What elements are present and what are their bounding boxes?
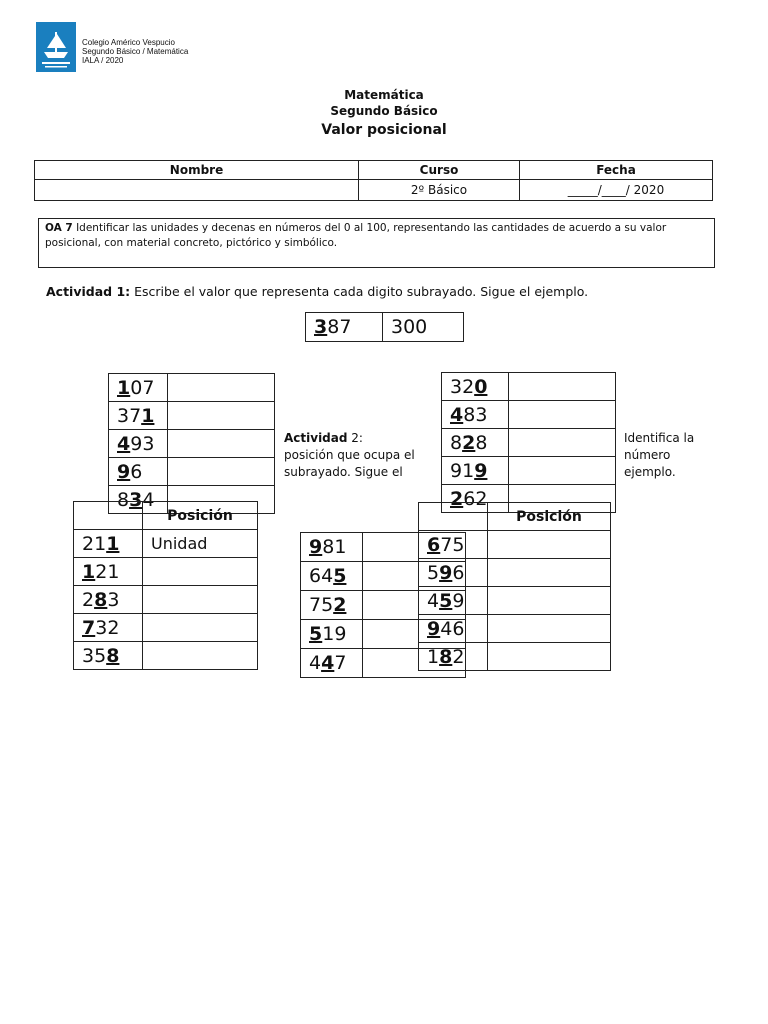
activity2-line2: posición que ocupa el — [284, 448, 415, 462]
answer-cell[interactable] — [488, 643, 611, 671]
underlined-digit: 1 — [141, 404, 155, 427]
number-cell: 182 — [419, 643, 488, 671]
header-blank — [419, 503, 488, 531]
number-cell: 645 — [301, 562, 363, 591]
number-cell: 371 — [109, 402, 168, 430]
answer-cell[interactable] — [168, 374, 275, 402]
number-cell: 483 — [442, 401, 509, 429]
activity1-text: Escribe el valor que representa cada digito subrayado. Sigue el ejemplo. — [130, 284, 589, 299]
school-logo — [36, 22, 76, 72]
number-cell: 283 — [74, 586, 143, 614]
underlined-digit: 5 — [309, 623, 323, 645]
underlined-digit: 9 — [474, 459, 488, 482]
school-name: Colegio Américo Vespucio — [82, 38, 175, 47]
underlined-digit: 8 — [106, 644, 120, 667]
table-row — [109, 430, 275, 458]
underlined-digit: 9 — [309, 536, 323, 558]
answer-cell[interactable] — [509, 429, 616, 457]
table-row — [419, 587, 611, 615]
objective-code: OA 7 — [45, 222, 73, 234]
underlined-digit: 2 — [333, 594, 347, 616]
number-cell: 121 — [74, 558, 143, 586]
school-info — [82, 38, 188, 65]
activity2-instruction-right — [624, 430, 694, 481]
activity2-table-a — [73, 501, 258, 670]
number-cell: 447 — [301, 649, 363, 678]
answer-cell[interactable] — [488, 531, 611, 559]
activity2-right-line3: ejemplo. — [624, 465, 676, 479]
underlined-digit: 9 — [439, 561, 453, 584]
underlined-digit: 8 — [94, 588, 108, 611]
answer-cell[interactable] — [488, 559, 611, 587]
number-cell: 211 — [74, 530, 143, 558]
underlined-digit: 4 — [117, 432, 131, 455]
underlined-digit: 9 — [117, 460, 131, 483]
objective-text: Identificar las unidades y decenas en números del 0 al 100, representando las cantidades de acuerdo a su valor posicional, con material concreto, pictórico y simbólico. — [45, 222, 667, 249]
underlined-digit: 6 — [427, 533, 441, 556]
answer-cell[interactable] — [168, 430, 275, 458]
table-row — [419, 531, 611, 559]
number-cell: 981 — [301, 533, 363, 562]
underlined-digit: 4 — [450, 403, 464, 426]
activity2-right-line2: número — [624, 448, 671, 462]
nombre-field[interactable] — [35, 180, 359, 201]
course-line: Segundo Básico / Matemática — [82, 47, 189, 56]
activity2-instruction — [284, 430, 415, 481]
position-header: Posición — [488, 503, 611, 531]
number-cell: 675 — [419, 531, 488, 559]
table-row — [109, 402, 275, 430]
underlined-digit: 5 — [439, 589, 453, 612]
number-cell: 519 — [301, 620, 363, 649]
activity1-label: Actividad 1: — [46, 284, 131, 299]
table-row — [442, 457, 616, 485]
number-cell: 358 — [74, 642, 143, 670]
underlined-digit: 1 — [117, 376, 131, 399]
activity1-instruction — [46, 284, 588, 299]
answer-cell[interactable] — [509, 401, 616, 429]
student-info-table — [34, 160, 713, 201]
table-row — [442, 373, 616, 401]
activity2-right-line1: Identifica la — [624, 431, 695, 445]
fecha-header: Fecha — [520, 161, 713, 180]
number-cell: 596 — [419, 559, 488, 587]
grade-title: Segundo Básico — [330, 104, 438, 118]
answer-cell[interactable] — [143, 614, 258, 642]
table-row — [74, 642, 258, 670]
underlined-digit: 0 — [474, 375, 488, 398]
activity2-line3: subrayado. Sigue el — [284, 465, 403, 479]
number-cell: 946 — [419, 615, 488, 643]
activity1-right-table — [441, 372, 616, 513]
table-row — [109, 374, 275, 402]
underlined-digit: 2 — [462, 431, 476, 454]
table-row — [419, 615, 611, 643]
number-cell: 919 — [442, 457, 509, 485]
answer-cell[interactable] — [143, 586, 258, 614]
number-cell: 834 — [109, 486, 168, 514]
table-row — [109, 458, 275, 486]
example-answer: 300 — [383, 313, 464, 342]
number-cell: 320 — [442, 373, 509, 401]
fecha-value[interactable]: _____/____/ 2020 — [520, 180, 713, 201]
nombre-header: Nombre — [35, 161, 359, 180]
number-cell: 459 — [419, 587, 488, 615]
answer-cell[interactable] — [488, 587, 611, 615]
number-cell: 107 — [109, 374, 168, 402]
answer-cell[interactable] — [488, 615, 611, 643]
table-row — [442, 401, 616, 429]
number-cell: 828 — [442, 429, 509, 457]
curso-header: Curso — [359, 161, 520, 180]
table-row — [442, 429, 616, 457]
number-cell: 262 — [442, 485, 509, 513]
activity2-label-num: 2: — [347, 431, 363, 445]
answer-cell[interactable] — [168, 402, 275, 430]
underlined-digit: 4 — [321, 652, 335, 674]
activity2-table-c — [418, 502, 611, 671]
table-row — [419, 643, 611, 671]
table-row — [419, 559, 611, 587]
underlined-digit: 3 — [129, 488, 143, 511]
underlined-digit: 2 — [450, 487, 464, 510]
underlined-digit: 9 — [427, 617, 441, 640]
underlined-digit: 7 — [82, 616, 96, 639]
table-row — [74, 558, 258, 586]
number-cell: 493 — [109, 430, 168, 458]
activity2-label: Actividad — [284, 431, 348, 445]
answer-cell[interactable]: Unidad — [143, 530, 258, 558]
example-table — [305, 312, 464, 342]
curso-value: 2º Básico — [359, 180, 520, 201]
page-title: Valor posicional — [321, 122, 447, 138]
activity1-left-table — [108, 373, 275, 514]
year-line: IALA / 2020 — [82, 56, 124, 65]
underlined-digit: 1 — [106, 532, 120, 555]
objective-box — [38, 218, 715, 268]
table-row — [74, 586, 258, 614]
number-cell: 732 — [74, 614, 143, 642]
answer-cell[interactable] — [509, 373, 616, 401]
subject-title: Matemática — [344, 88, 424, 102]
example-number: 387 — [306, 313, 383, 342]
header-blank — [74, 502, 143, 530]
table-row — [74, 614, 258, 642]
answer-cell[interactable] — [168, 458, 275, 486]
answer-cell[interactable] — [509, 457, 616, 485]
number-cell: 752 — [301, 591, 363, 620]
underlined-digit: 1 — [82, 560, 96, 583]
underlined-digit: 8 — [439, 645, 453, 668]
number-cell: 96 — [109, 458, 168, 486]
underlined-digit: 5 — [333, 565, 347, 587]
table-row — [74, 530, 258, 558]
answer-cell[interactable] — [143, 642, 258, 670]
answer-cell[interactable] — [143, 558, 258, 586]
position-header: Posición — [143, 502, 258, 530]
